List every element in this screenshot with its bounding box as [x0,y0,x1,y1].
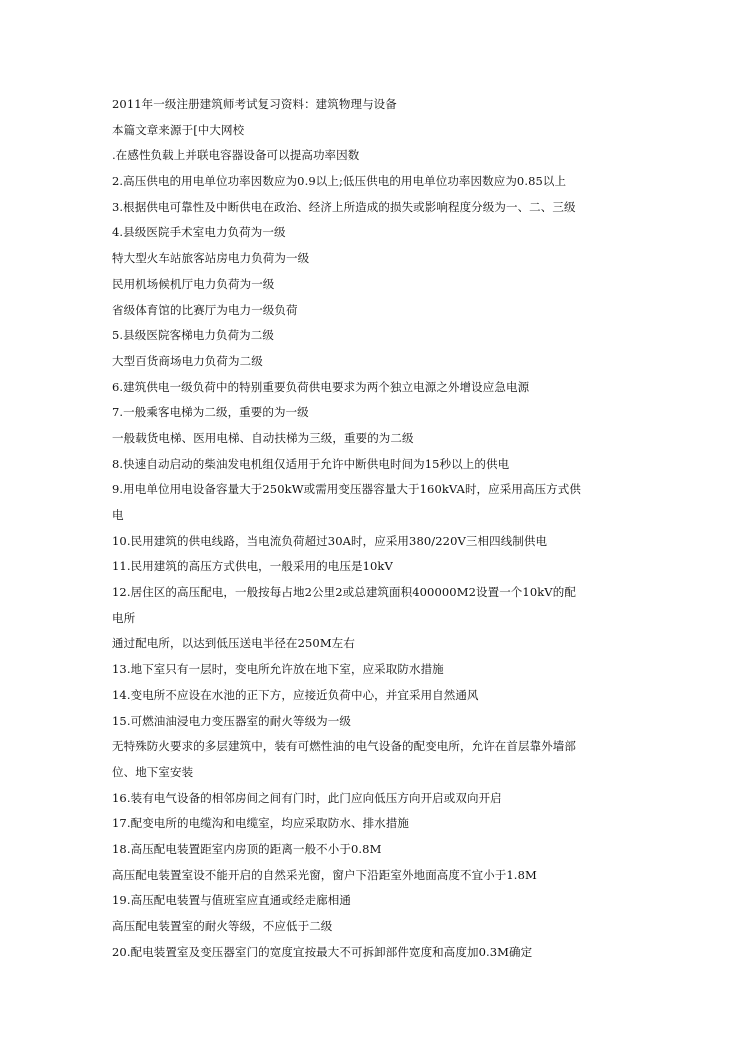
text-line: 8.快速自动启动的柴油发电机组仅适用于允许中断供电时间为15秒以上的供电 [112,456,510,471]
text-line: 3.根据供电可靠性及中断供电在政治、经济上所造成的损失或影响程度分级为一、二、三级 [112,199,576,214]
text-line: 13.地下室只有一层时，变电所允许放在地下室，应采取防水措施 [112,662,444,677]
text-line: 17.配变电所的电缆沟和电缆室，均应采取防水、排水措施 [112,816,409,831]
text-line: 一般载货电梯、医用电梯、自动扶梯为三级，重要的为二级 [112,430,414,445]
text-line: 电所 [112,610,136,625]
text-line: 大型百货商场电力负荷为二级 [112,353,263,368]
source-line: 本篇文章来源于[中大网校 [112,122,245,137]
text-line: 14.变电所不应设在水池的正下方，应接近负荷中心，并宜采用自然通风 [112,687,479,702]
text-line: 高压配电装置室的耐火等级，不应低于二级 [112,919,333,933]
text-line: 特大型火车站旅客站房电力负荷为一级 [112,251,310,266]
text-line: .在感性负载上并联电容器设备可以提高功率因数 [112,148,360,163]
text-line: 4.县级医院手术室电力负荷为一级 [112,225,286,240]
text-line: 通过配电所，以达到低压送电半径在250M左右 [112,636,355,651]
text-line: 电 [112,508,124,522]
text-line: 高压配电装置室设不能开启的自然采光窗，窗户下沿距室外地面高度不宜小于1.8M [112,867,537,882]
text-line: 无特殊防火要求的多层建筑中，装有可燃性油的电气设备的配变电所，允许在首层靠外墙部 [112,739,576,754]
text-line: 18.高压配电装置距室内房顶的距离一般不小于0.8M [112,841,382,856]
document-body [112,92,642,965]
text-line: 9.用电单位用电设备容量大于250kW或需用变压器容量大于160kVA时，应采用高压方式供 [112,482,581,497]
text-line: 10.民用建筑的供电线路，当电流负荷超过30A时，应采用380/220V三相四线制供电 [112,533,548,548]
text-line: 20.配电装置室及变压器室门的宽度宜按最大不可拆卸部件宽度和高度加0.3M确定 [112,944,533,959]
text-line: 19.高压配电装置与值班室应直通或经走廊相通 [112,893,351,908]
text-line: 省级体育馆的比赛厅为电力一级负荷 [112,302,298,317]
document-title: 2011年一级注册建筑师考试复习资料：建筑物理与设备 [112,97,397,111]
text-line: 2.高压供电的用电单位功率因数应为0.9以上;低压供电的用电单位功率因数应为0.85以上 [112,174,567,189]
text-line: 5.县级医院客梯电力负荷为二级 [112,328,274,343]
text-line: 12.居住区的高压配电，一般按每占地2公里2或总建筑面积400000M2设置一个10kV的配 [112,585,576,600]
text-line: 15.可燃油油浸电力变压器室的耐火等级为一级 [112,713,351,728]
text-line: 民用机场候机厅电力负荷为一级 [112,276,275,291]
text-line: 7.一般乘客电梯为二级，重要的为一级 [112,405,309,420]
text-line: 11.民用建筑的高压方式供电，一般采用的电压是10kV [112,559,393,574]
text-line: 6.建筑供电一级负荷中的特别重要负荷供电要求为两个独立电源之外增设应急电源 [112,379,530,394]
text-line: 16.装有电气设备的相邻房间之间有门时，此门应向低压方向开启或双向开启 [112,790,502,805]
text-line: 位、地下室安装 [112,764,194,779]
